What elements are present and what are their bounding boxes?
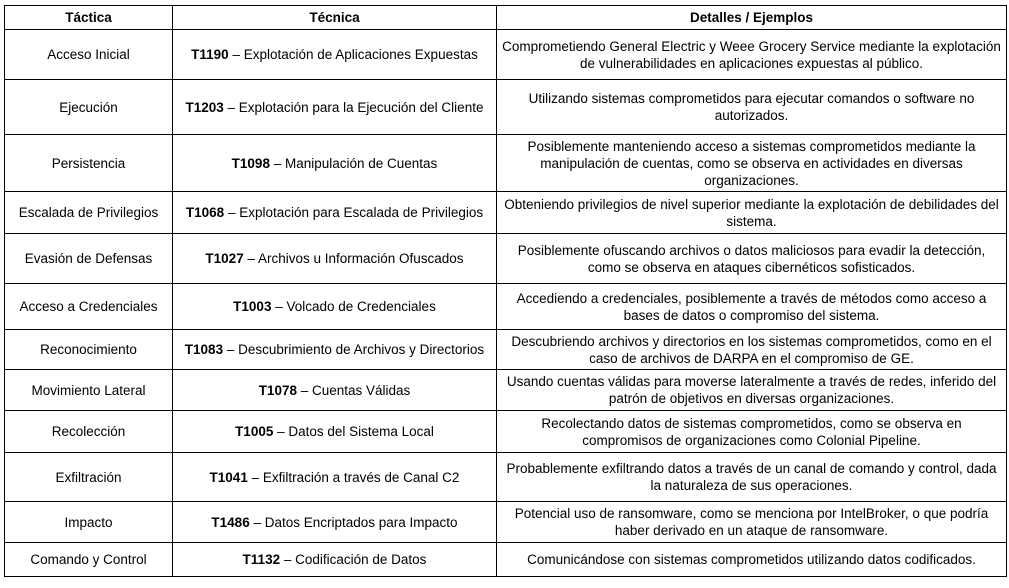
technique-id: T1041 <box>209 469 248 485</box>
technique-name: – Archivos u Información Ofuscados <box>243 251 464 266</box>
technique-name: – Explotación de Aplicaciones Expuestas <box>228 47 478 62</box>
table-row <box>5 543 1007 577</box>
header-tactic: Táctica <box>5 6 173 30</box>
technique-id: T1027 <box>205 251 244 266</box>
technique-id: T1068 <box>185 205 225 220</box>
details-cell: Recolectando datos de sistemas comprometidos, como se observa en compromisos de organizaciones como Colonial Pipeline. <box>497 411 1007 453</box>
table-row <box>5 135 1007 192</box>
technique-name: – Exfiltración a través de Canal C2 <box>247 469 460 485</box>
technique-cell <box>173 80 497 135</box>
technique-id: T1003 <box>233 299 272 314</box>
technique-cell <box>173 453 497 502</box>
header-technique: Técnica <box>173 6 497 30</box>
table-header-row <box>5 6 1007 30</box>
technique-name: – Datos Encriptados para Impacto <box>249 514 458 530</box>
table-row <box>5 411 1007 453</box>
tactic-cell: Recolección <box>5 411 173 453</box>
technique-name: – Manipulación de Cuentas <box>269 155 438 171</box>
table-row <box>5 284 1007 330</box>
technique-id: T1083 <box>184 342 224 357</box>
technique-cell <box>173 411 497 453</box>
details-cell: Comunicándose con sistemas comprometidos utilizando datos codificados. <box>497 543 1007 577</box>
tactic-cell: Acceso a Credenciales <box>5 284 173 330</box>
details-cell: Probablemente exfiltrando datos a través de un canal de comando y control, dada la naturaleza de sus operaciones. <box>497 453 1007 502</box>
technique-cell <box>173 192 497 234</box>
technique-id: T1203 <box>185 99 224 115</box>
technique-id: T1486 <box>211 514 250 530</box>
header-details: Detalles / Ejemplos <box>497 6 1007 30</box>
technique-cell <box>173 234 497 284</box>
technique-name: – Cuentas Válidas <box>296 382 411 398</box>
details-cell: Utilizando sistemas comprometidos para ejecutar comandos o software no autorizados. <box>497 80 1007 135</box>
tactic-cell: Movimiento Lateral <box>5 370 173 411</box>
technique-name: – Explotación para la Ejecución del Cliente <box>223 99 484 115</box>
table-row <box>5 234 1007 284</box>
tactic-cell: Evasión de Defensas <box>5 234 173 284</box>
technique-name: – Volcado de Credenciales <box>271 299 436 314</box>
technique-name: – Explotación para Escalada de Privilegios <box>224 205 484 220</box>
technique-id: T1005 <box>235 424 274 439</box>
tactic-cell: Escalada de Privilegios <box>5 192 173 234</box>
tactic-cell: Reconocimiento <box>5 330 173 370</box>
details-cell: Descubriendo archivos y directorios en los sistemas comprometidos, como en el caso de archivos de DARPA en el compromiso de GE. <box>497 330 1007 370</box>
technique-cell <box>173 370 497 411</box>
technique-cell <box>173 30 497 80</box>
technique-cell <box>173 502 497 543</box>
details-cell: Posiblemente manteniendo acceso a sistemas comprometidos mediante la manipulación de cuentas, como se observa en actividades en diversas organizaciones. <box>497 135 1007 192</box>
technique-cell <box>173 330 497 370</box>
table-row <box>5 80 1007 135</box>
technique-id: T1098 <box>231 155 270 171</box>
details-cell: Comprometiendo General Electric y Weee Grocery Service mediante la explotación de vulnerabilidades en aplicaciones expuestas al público. <box>497 30 1007 80</box>
tactic-cell: Ejecución <box>5 80 173 135</box>
technique-cell <box>173 543 497 577</box>
tactic-cell: Impacto <box>5 502 173 543</box>
technique-cell <box>173 135 497 192</box>
table-row <box>5 370 1007 411</box>
technique-id: T1190 <box>191 47 229 62</box>
tactic-cell: Acceso Inicial <box>5 30 173 80</box>
tactic-cell: Persistencia <box>5 135 173 192</box>
table-row <box>5 453 1007 502</box>
tactic-cell: Exfiltración <box>5 453 173 502</box>
technique-cell <box>173 284 497 330</box>
table-row <box>5 502 1007 543</box>
details-cell: Potencial uso de ransomware, como se menciona por IntelBroker, o que podría haber derivado en un ataque de ransomware. <box>497 502 1007 543</box>
attack-techniques-table <box>4 5 1007 577</box>
technique-name: – Datos del Sistema Local <box>273 424 434 439</box>
details-cell: Usando cuentas válidas para moverse lateralmente a través de redes, inferido del patrón de objetivos en diversas organizaciones. <box>497 370 1007 411</box>
technique-name: – Descubrimiento de Archivos y Directorios <box>223 342 485 357</box>
technique-id: T1078 <box>258 382 297 398</box>
table-row <box>5 192 1007 234</box>
technique-id: T1132 <box>242 552 281 567</box>
details-cell: Obteniendo privilegios de nivel superior mediante la explotación de debilidades del sistema. <box>497 192 1007 234</box>
technique-name: – Codificación de Datos <box>280 552 427 567</box>
details-cell: Posiblemente ofuscando archivos o datos maliciosos para evadir la detección, como se observa en ataques cibernéticos sofisticados. <box>497 234 1007 284</box>
tactic-cell: Comando y Control <box>5 543 173 577</box>
details-cell: Accediendo a credenciales, posiblemente a través de métodos como acceso a bases de datos o compromiso del sistema. <box>497 284 1007 330</box>
table-row <box>5 330 1007 370</box>
table-row <box>5 30 1007 80</box>
